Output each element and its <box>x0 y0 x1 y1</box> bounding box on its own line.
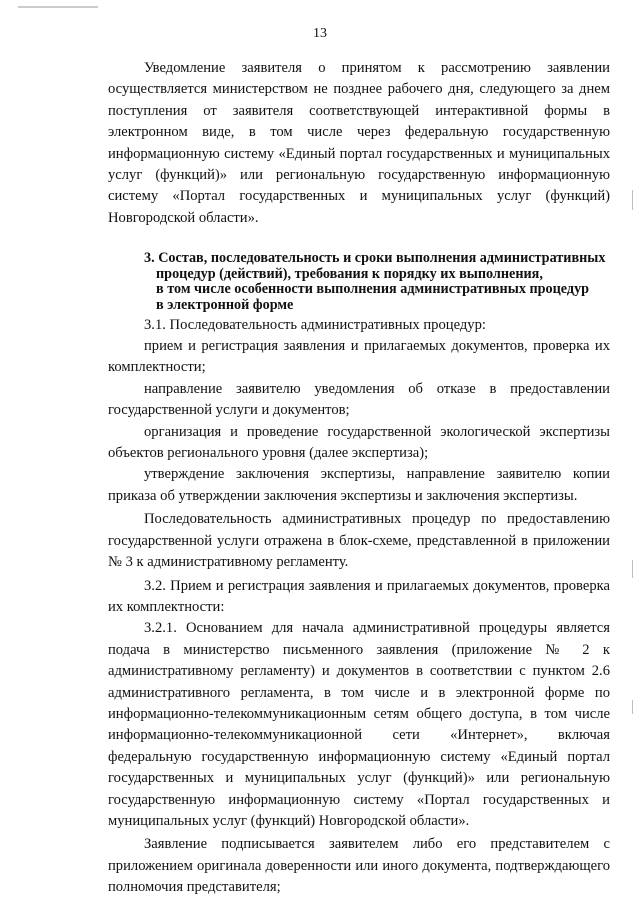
section-heading-line: процедур (действий), требования к порядку их выполнения, <box>156 265 543 282</box>
paragraph-block-scheme: Последовательность административных процедур по предоставлению государственной услуги отражена в блок-схеме, представленной в приложении № 3 к административному регламенту. <box>108 511 610 571</box>
paragraph-3-1: 3.1. Последовательность административных процедур: <box>144 316 486 333</box>
paragraph-notification: Уведомление заявителя о принятом к рассмотрению заявлении осуществляется министерством не позднее рабочего дня, следующего за днем поступления от заявителя соответствующей интерактивной формы в электронном виде, в том числе через федеральную государственную информационную систему «Единый портал государственных и муниципальных услуг (функций)» или региональную государственную информационную систему «Портал государственных и муниципальных услуг (функций) Новгородской области». <box>108 60 610 226</box>
document-body <box>108 58 610 899</box>
paragraph-procedure-reception: прием и регистрация заявления и прилагаемых документов, проверка их комплектности; <box>108 338 610 376</box>
paragraph-3-2-1: 3.2.1. Основанием для начала административной процедуры является подача в министерство письменного заявления (приложение № 2 к административному регламенту) и документов в соответствии с пунктом 2.6 административного регламента, в том числе и в электронной форме по информационно-телекоммуникационным сетям общего доступа, в том числе информационно-телекоммуникационной сети «Интернет», включая федеральную государственную информационную систему «Единый портал государственных и муниципальных услуг (функций)» или региональную государственную информационную систему «Портал государственных и муниципальных услуг (функций) Новгородской области». <box>108 620 610 829</box>
scan-edge-mark <box>632 560 633 578</box>
page-number: 13 <box>313 26 327 41</box>
section-heading-3 <box>144 251 610 313</box>
scan-edge-mark <box>632 700 633 714</box>
paragraph-signature: Заявление подписывается заявителем либо его представителем с приложением оригинала доверенности или иного документа, подтверждающего полномочия представителя; <box>108 836 610 896</box>
section-heading-line: 3. Состав, последовательность и сроки выполнения административных <box>144 250 606 267</box>
paragraph-procedure-approval: утверждение заключения экспертизы, направление заявителю копии приказа об утверждении заключения экспертизы и заключения экспертизы. <box>108 466 610 504</box>
paragraph-3-2: 3.2. Прием и регистрация заявления и прилагаемых документов, проверка их комплектности: <box>108 577 610 615</box>
paragraph-procedure-refusal: направление заявителю уведомления об отказе в предоставлении государственной услуги и документов; <box>108 380 610 419</box>
scan-artifact <box>18 6 98 8</box>
section-heading-line: в том числе особенности выполнения административных процедур <box>156 281 590 298</box>
section-heading-line: в электронной форме <box>156 297 294 314</box>
paragraph-procedure-expertise: организация и проведение государственной экологической экспертизы объектов регионального уровня (далее экспертиза); <box>108 423 610 462</box>
scan-edge-mark <box>632 190 633 210</box>
